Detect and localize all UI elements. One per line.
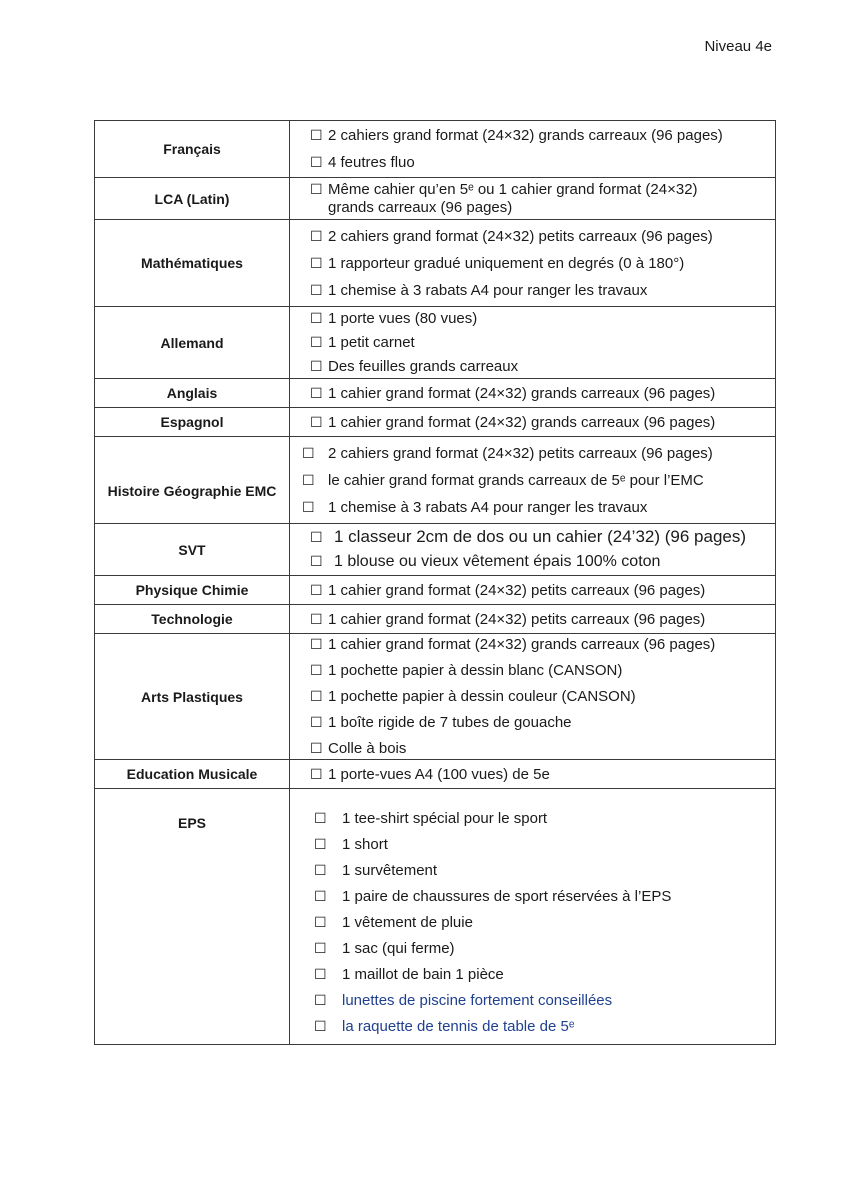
checkbox-icon[interactable]: ☐	[310, 413, 323, 430]
supply-item[interactable]: ☐ 1 sac (qui ferme)	[314, 940, 455, 957]
checkbox-icon[interactable]: ☐	[310, 154, 323, 170]
checkbox-icon[interactable]: ☐	[310, 384, 323, 401]
checkbox-icon[interactable]: ☐	[310, 688, 323, 704]
supply-item[interactable]: ☐ 1 cahier grand format (24×32) grands carreaux (96 pages)	[310, 384, 716, 402]
supply-item[interactable]: ☐ 2 cahiers grand format (24×32) petits carreaux (96 pages)	[310, 227, 713, 245]
checkbox-icon[interactable]: ☐	[310, 740, 323, 756]
supply-item[interactable]: ☐ Colle à bois	[310, 740, 407, 757]
checkbox-icon[interactable]: ☐	[310, 358, 323, 374]
supply-item-continuation: grands carreaux (96 pages)	[328, 199, 513, 216]
supply-item[interactable]: ☐ Des feuilles grands carreaux	[310, 358, 519, 375]
subject-label: SVT	[95, 524, 290, 575]
row-eps	[94, 789, 776, 1045]
subject-label: Allemand	[95, 307, 290, 378]
checkbox-icon[interactable]: ☐	[314, 862, 327, 878]
supply-item[interactable]: ☐ 1 cahier grand format (24×32) grands carreaux (96 pages)	[310, 413, 716, 431]
checkbox-icon[interactable]: ☐	[310, 529, 323, 545]
subject-label: LCA (Latin)	[95, 178, 290, 219]
supply-item[interactable]: ☐ 1 petit carnet	[310, 334, 415, 351]
supply-item[interactable]: ☐ 1 pochette papier à dessin couleur (CANSON)	[310, 688, 636, 705]
checkbox-icon[interactable]: ☐	[310, 334, 323, 350]
subject-label: Technologie	[95, 605, 290, 633]
row-arts-plastiques	[94, 634, 776, 760]
supply-item[interactable]: ☐ 2 cahiers grand format (24×32) grands carreaux (96 pages)	[310, 127, 723, 144]
row-espagnol	[94, 408, 776, 437]
subject-label: Education Musicale	[95, 760, 290, 788]
supply-item[interactable]: ☐ 1 chemise à 3 rabats A4 pour ranger les travaux	[302, 498, 648, 516]
checkbox-icon[interactable]: ☐	[310, 227, 323, 244]
row-allemand	[94, 307, 776, 379]
supply-item[interactable]: ☐ 1 porte vues (80 vues)	[310, 310, 478, 327]
row-francais	[94, 120, 776, 178]
supply-item[interactable]: ☐ 1 rapporteur gradué uniquement en degrés (0 à 180°)	[310, 254, 685, 272]
subject-label: Anglais	[95, 379, 290, 407]
checkbox-icon[interactable]: ☐	[310, 662, 323, 678]
supply-item[interactable]: ☐ 1 cahier grand format (24×32) petits carreaux (96 pages)	[310, 581, 706, 599]
checkbox-icon[interactable]: ☐	[310, 310, 323, 326]
row-physique-chimie	[94, 576, 776, 605]
supply-list-table	[94, 120, 776, 1045]
checkbox-icon[interactable]: ☐	[310, 254, 323, 271]
supply-item[interactable]: ☐ 1 survêtement	[314, 862, 438, 879]
subject-label: Arts Plastiques	[95, 634, 290, 759]
checkbox-icon[interactable]: ☐	[314, 966, 327, 982]
supply-item[interactable]: ☐ le cahier grand format grands carreaux de 5ᵉ pour l’EMC	[302, 471, 704, 489]
subject-label: Histoire Géographie EMC	[95, 437, 290, 523]
checkbox-icon[interactable]: ☐	[310, 553, 323, 569]
recommended-item[interactable]: ☐ la raquette de tennis de table de 5ᵉ	[314, 1018, 575, 1035]
checkbox-icon[interactable]: ☐	[302, 498, 315, 515]
row-technologie	[94, 605, 776, 634]
supply-item[interactable]: ☐ 1 cahier grand format (24×32) petits carreaux (96 pages)	[310, 610, 706, 628]
subject-label: EPS	[95, 789, 290, 1044]
checkbox-icon[interactable]: ☐	[310, 636, 323, 652]
row-mathematiques	[94, 220, 776, 307]
checkbox-icon[interactable]: ☐	[314, 992, 327, 1008]
checkbox-icon[interactable]: ☐	[310, 581, 323, 598]
row-svt	[94, 524, 776, 576]
row-education-musicale	[94, 760, 776, 789]
checkbox-icon[interactable]: ☐	[310, 181, 323, 197]
supply-item[interactable]: ☐ 1 tee-shirt spécial pour le sport	[314, 810, 548, 827]
checkbox-icon[interactable]: ☐	[302, 444, 315, 461]
checkbox-icon[interactable]: ☐	[310, 765, 323, 782]
supply-item[interactable]: ☐ 1 boîte rigide de 7 tubes de gouache	[310, 714, 572, 731]
subject-label: Français	[95, 121, 290, 177]
checkbox-icon[interactable]: ☐	[314, 940, 327, 956]
checkbox-icon[interactable]: ☐	[314, 810, 327, 826]
checkbox-icon[interactable]: ☐	[310, 610, 323, 627]
supply-item[interactable]: ☐ 1 cahier grand format (24×32) grands carreaux (96 pages)	[310, 636, 716, 653]
checkbox-icon[interactable]: ☐	[314, 836, 327, 852]
checkbox-icon[interactable]: ☐	[310, 127, 323, 143]
subject-label: Physique Chimie	[95, 576, 290, 604]
row-lca-latin	[94, 178, 776, 220]
supply-item[interactable]: ☐ 1 chemise à 3 rabats A4 pour ranger les travaux	[310, 281, 648, 299]
supply-item[interactable]: ☐ 1 porte-vues A4 (100 vues) de 5e	[310, 765, 550, 783]
supply-item[interactable]: ☐ 1 blouse ou vieux vêtement épais 100% coton	[310, 553, 661, 570]
checkbox-icon[interactable]: ☐	[314, 1018, 327, 1034]
supply-item[interactable]: ☐ 2 cahiers grand format (24×32) petits carreaux (96 pages)	[302, 444, 713, 462]
checkbox-icon[interactable]: ☐	[314, 914, 327, 930]
supply-item[interactable]: ☐ 1 classeur 2cm de dos ou un cahier (24’32) (96 pages)	[310, 527, 747, 546]
row-anglais	[94, 379, 776, 408]
supply-item[interactable]: ☐ 1 pochette papier à dessin blanc (CANSON)	[310, 662, 623, 679]
supply-item[interactable]: ☐ 1 paire de chaussures de sport réservées à l’EPS	[314, 888, 672, 905]
checkbox-icon[interactable]: ☐	[310, 281, 323, 298]
checkbox-icon[interactable]: ☐	[314, 888, 327, 904]
supply-item[interactable]: ☐ 1 maillot de bain 1 pièce	[314, 966, 504, 983]
supply-item[interactable]: ☐ Même cahier qu’en 5ᵉ ou 1 cahier grand format (24×32)	[310, 181, 698, 198]
supply-item[interactable]: ☐ 1 short	[314, 836, 388, 853]
supply-item[interactable]: ☐ 4 feutres fluo	[310, 154, 415, 171]
supply-item[interactable]: ☐ 1 vêtement de pluie	[314, 914, 473, 931]
checkbox-icon[interactable]: ☐	[302, 471, 315, 488]
subject-label: Mathématiques	[95, 220, 290, 306]
recommended-item[interactable]: ☐ lunettes de piscine fortement conseillées	[314, 992, 613, 1009]
level-header: Niveau 4e	[704, 38, 772, 55]
row-histoire-geographie-emc	[94, 437, 776, 524]
subject-label: Espagnol	[95, 408, 290, 436]
checkbox-icon[interactable]: ☐	[310, 714, 323, 730]
